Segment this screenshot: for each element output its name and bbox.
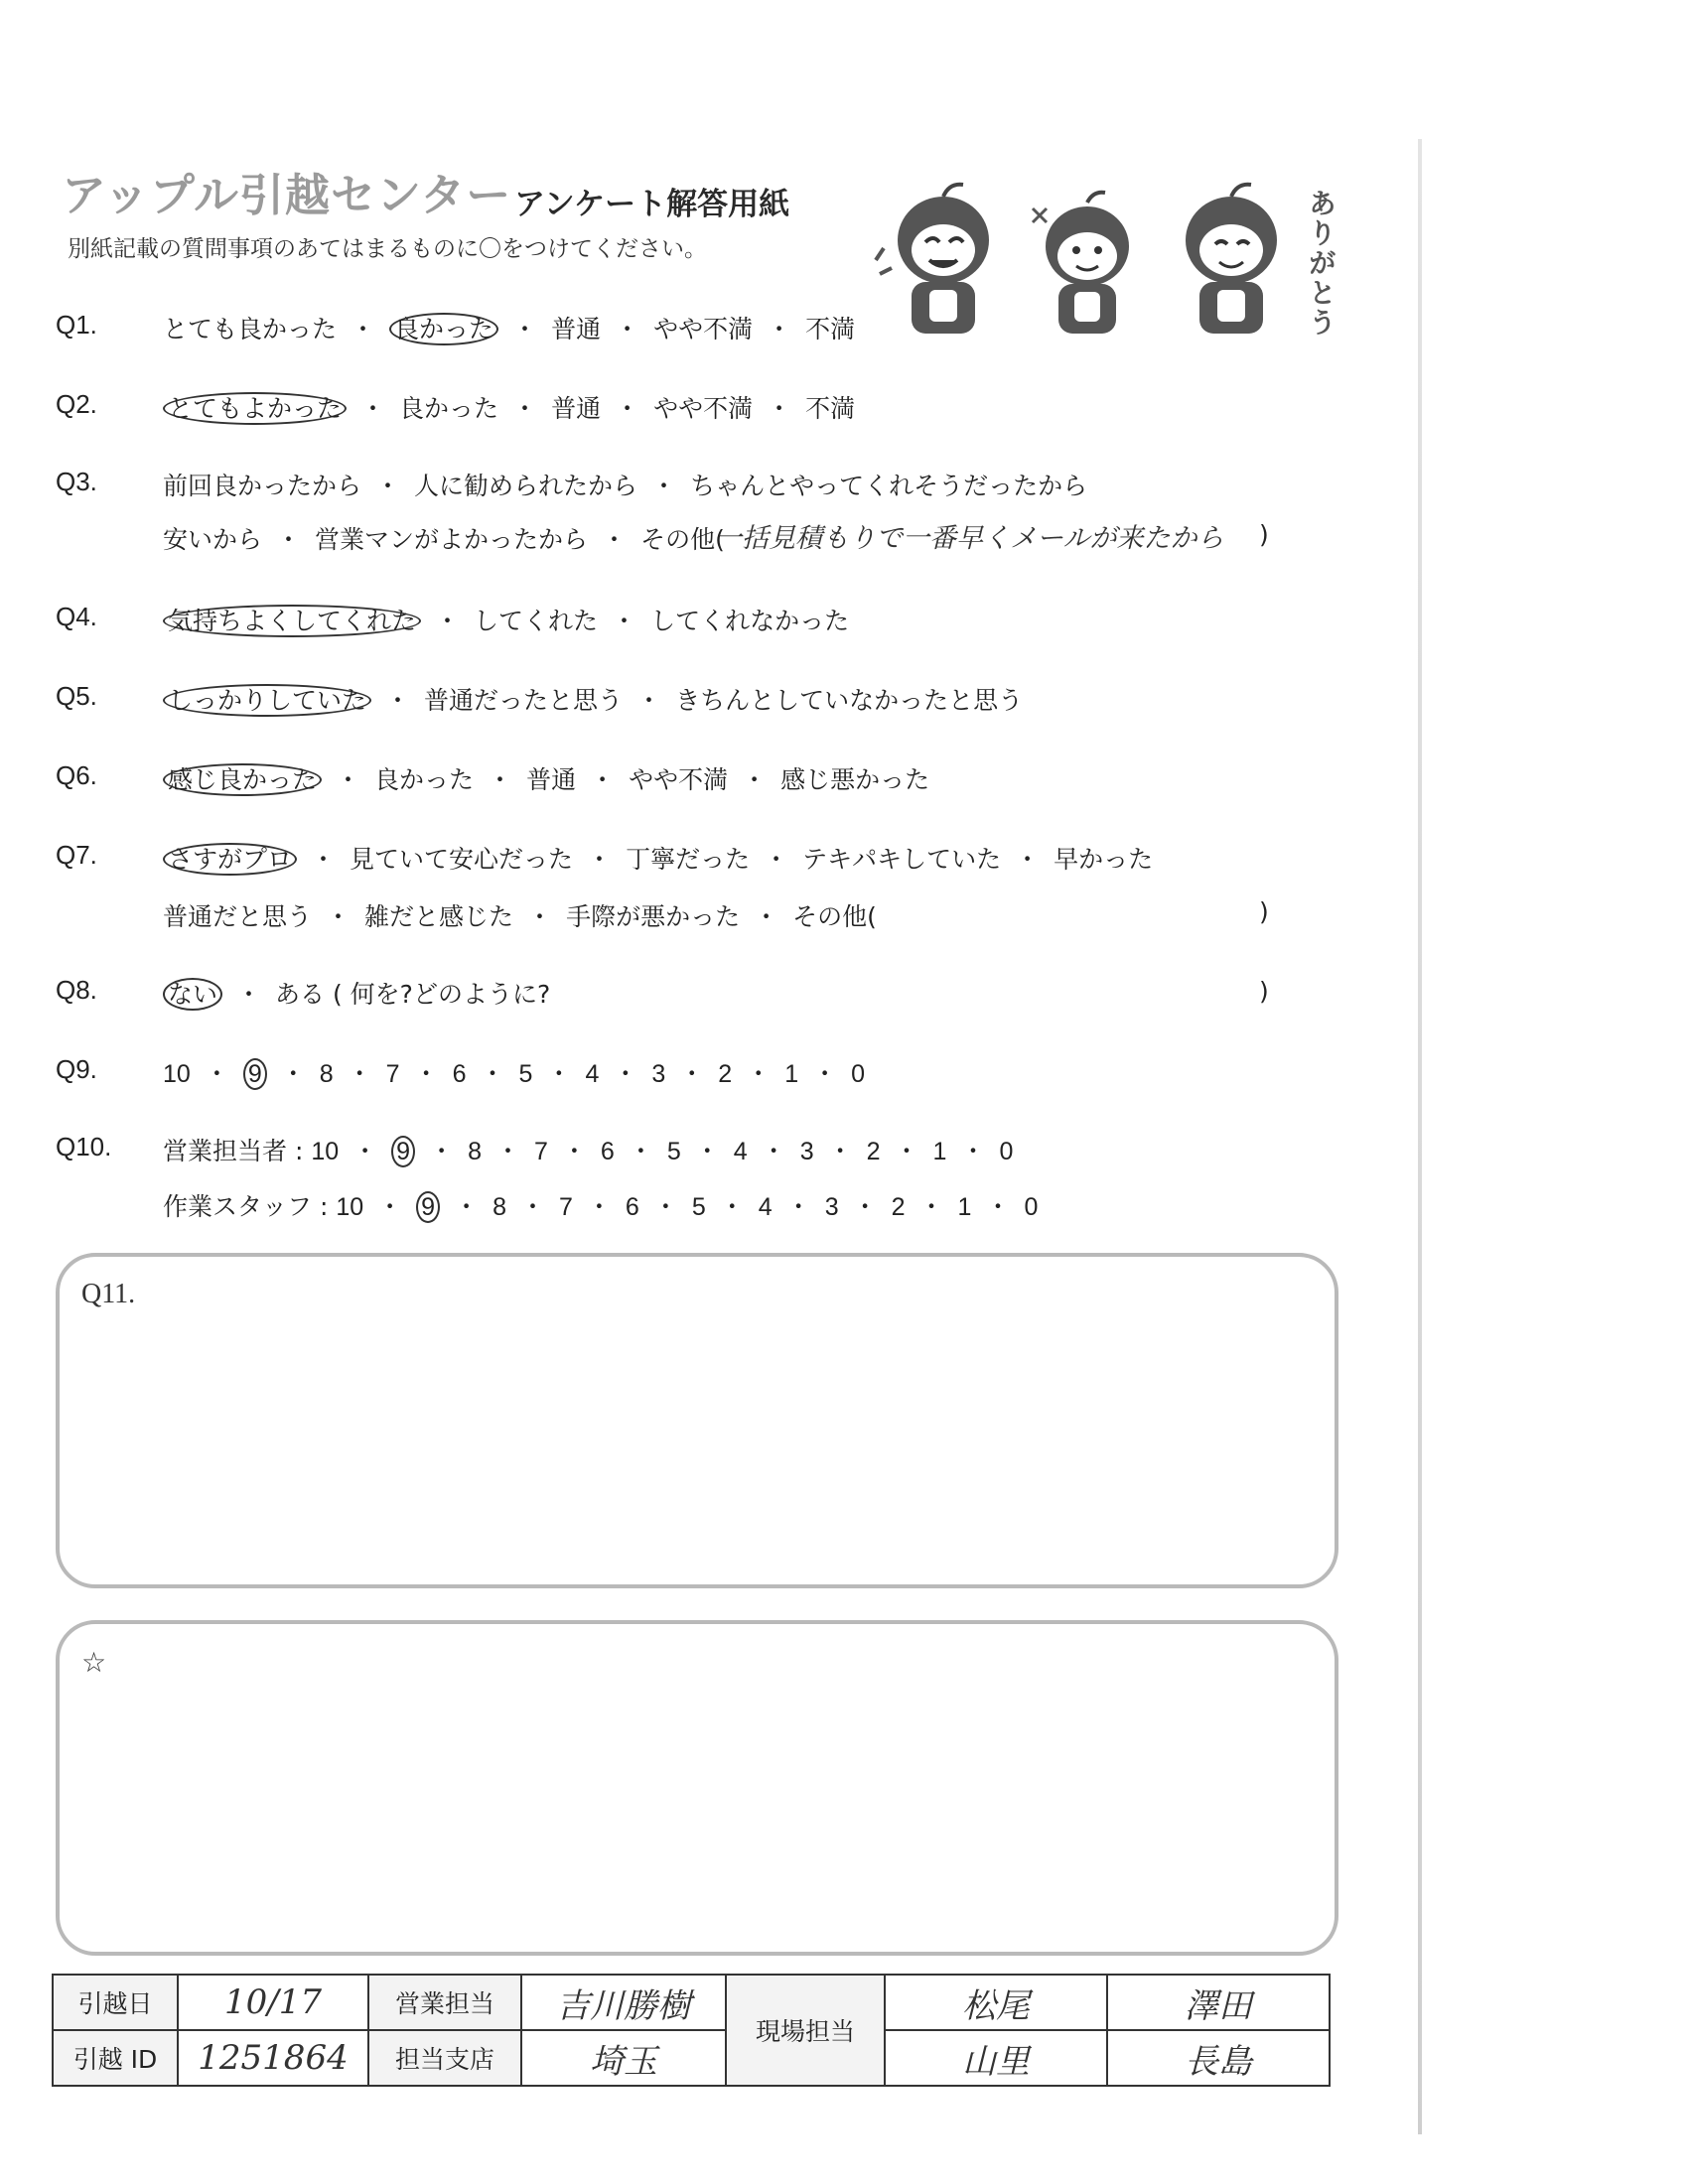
sales-rep-label: 営業担当	[368, 1975, 521, 2030]
branch-value: 埼玉	[521, 2030, 726, 2086]
option-separator: ・	[429, 1137, 455, 1165]
question-label-q10: Q10.	[56, 1132, 112, 1161]
answer-option[interactable]: 4	[733, 1138, 748, 1165]
brand-logo: アップル引越センター	[62, 169, 512, 221]
option-separator: ・	[561, 1137, 587, 1165]
q7-paren-close: )	[1259, 897, 1269, 926]
option-separator: ・	[767, 315, 792, 343]
question-label-q6: Q6.	[56, 760, 97, 790]
answer-option[interactable]: 7	[559, 1193, 573, 1221]
circled-answer[interactable]: 気持ちよくしてくれた	[163, 605, 421, 637]
option-separator: ・	[615, 315, 640, 343]
option-separator: ・	[454, 1192, 480, 1221]
site-staff-1: 松尾	[885, 1975, 1107, 2030]
star-comment-box[interactable]	[56, 1620, 1338, 1956]
question-label-q5: Q5.	[56, 681, 97, 711]
option-separator: ・	[494, 1137, 520, 1165]
option-separator: ・	[586, 1192, 612, 1221]
instructions: 別紙記載の質問事項のあてはまるものに〇をつけてください。	[68, 236, 707, 262]
option-separator: ・	[652, 1192, 678, 1221]
q8-paren-close: )	[1259, 977, 1269, 1006]
answer-option[interactable]: やや不満	[653, 394, 754, 423]
answer-option[interactable]: 2	[891, 1193, 906, 1221]
option-separator: ・	[512, 315, 538, 343]
answer-option[interactable]: 良かった	[374, 765, 475, 794]
answer-option[interactable]: 人に勧められたから	[414, 472, 638, 500]
q10-row-label: 営業担当者 :	[163, 1137, 304, 1165]
answer-option[interactable]: やや不満	[629, 765, 729, 794]
option-separator: ・	[326, 902, 352, 931]
answer-option[interactable]: してくれた	[474, 607, 599, 635]
option-separator: ・	[527, 902, 553, 931]
q9-options-line-1	[163, 1054, 865, 1090]
answer-option[interactable]: 5	[666, 1138, 681, 1165]
option-separator: ・	[960, 1137, 986, 1165]
option-separator: ・	[587, 845, 613, 874]
option-separator: ・	[679, 1059, 705, 1088]
q3-options-line-2	[163, 520, 725, 556]
answer-option[interactable]: 0	[999, 1138, 1014, 1165]
question-label-q1: Q1.	[56, 310, 97, 340]
option-separator: ・	[480, 1059, 505, 1088]
answer-option[interactable]: 前回良かったから	[163, 472, 362, 500]
circled-answer[interactable]: しっかりしていた	[163, 684, 371, 717]
option-separator: ・	[280, 1059, 306, 1088]
q11-label: Q11.	[81, 1279, 136, 1309]
answer-option[interactable]: 10	[336, 1193, 364, 1221]
answer-option[interactable]: 7	[534, 1138, 548, 1165]
answer-option[interactable]: 4	[585, 1060, 600, 1088]
option-separator: ・	[385, 686, 411, 715]
monkey-happy-icon	[1023, 189, 1152, 347]
option-separator: ・	[852, 1192, 878, 1221]
answer-option[interactable]: 普通	[551, 315, 602, 343]
circled-answer[interactable]: 9	[243, 1058, 267, 1090]
answer-option[interactable]: ちゃんとやってくれそうだったから	[690, 472, 1088, 500]
option-separator: ・	[812, 1059, 838, 1088]
answer-option[interactable]: 普通	[551, 394, 602, 423]
option-separator: ・	[519, 1192, 545, 1221]
answer-option[interactable]: 見ていて安心だった	[350, 845, 574, 874]
option-separator: ・	[546, 1059, 572, 1088]
answer-option[interactable]: とても良かった	[163, 315, 338, 343]
answer-option[interactable]: 10	[163, 1060, 191, 1088]
option-separator: ・	[767, 394, 792, 423]
option-separator: ・	[360, 394, 386, 423]
option-separator: ・	[347, 1059, 372, 1088]
option-separator: ・	[785, 1192, 811, 1221]
q1-options-line-1	[163, 310, 855, 345]
answer-option[interactable]: 不満	[805, 394, 856, 423]
move-date-label: 引越日	[53, 1975, 178, 2030]
answer-option[interactable]: 良かった	[399, 394, 499, 423]
option-separator: ・	[1015, 845, 1041, 874]
answer-option[interactable]: ある ( 何を?どのように?	[275, 980, 551, 1009]
staff-info-table	[52, 1974, 1331, 2087]
answer-option[interactable]: 1	[932, 1138, 947, 1165]
option-separator: ・	[602, 525, 628, 554]
option-separator: ・	[311, 845, 337, 874]
answer-option[interactable]: 早かった	[1054, 845, 1154, 874]
mascot-illustration	[874, 179, 1331, 357]
answer-option[interactable]: 雑だと感じた	[364, 902, 514, 931]
circled-answer[interactable]: 感じ良かった	[163, 763, 322, 796]
q6-options-line-1	[163, 760, 929, 796]
answer-option[interactable]: 7	[385, 1060, 400, 1088]
answer-option[interactable]: 0	[851, 1060, 866, 1088]
move-id-label: 引越 ID	[53, 2030, 178, 2086]
q7-options-line-2	[163, 897, 877, 933]
question-label-q9: Q9.	[56, 1054, 97, 1084]
site-staff-3: 山里	[885, 2030, 1107, 2086]
circled-answer[interactable]: とてもよかった	[163, 392, 347, 425]
answer-option[interactable]: 5	[518, 1060, 533, 1088]
answer-option[interactable]: 8	[492, 1193, 506, 1221]
move-date-value: 10/17	[178, 1975, 368, 2030]
answer-option[interactable]: 2	[866, 1138, 881, 1165]
answer-option[interactable]: 3	[824, 1193, 839, 1221]
option-separator: ・	[628, 1137, 653, 1165]
option-separator: ・	[694, 1137, 720, 1165]
thanks-text: ありがとう	[1305, 189, 1337, 338]
q3-paren-close: )	[1259, 520, 1269, 549]
q5-options-line-1	[163, 681, 1023, 717]
answer-option[interactable]: 安いから	[163, 525, 263, 554]
form-title: アンケート解答用紙	[514, 187, 790, 222]
option-separator: ・	[742, 765, 768, 794]
move-id-value: 1251864	[178, 2030, 368, 2086]
answer-option[interactable]: 4	[758, 1193, 773, 1221]
monkey-laughing-icon	[874, 179, 1013, 347]
option-separator: ・	[746, 1059, 772, 1088]
q10-options-line-2	[163, 1187, 1038, 1223]
sales-rep-value: 吉川勝樹	[521, 1975, 726, 2030]
q10-row-label: 作業スタッフ :	[163, 1192, 329, 1221]
answer-option[interactable]: 0	[1024, 1193, 1039, 1221]
q4-options-line-1	[163, 602, 849, 637]
monkey-smiling-icon	[1162, 179, 1301, 347]
option-separator: ・	[236, 980, 262, 1009]
option-separator: ・	[894, 1137, 919, 1165]
answer-option[interactable]: 8	[468, 1138, 482, 1165]
option-separator: ・	[204, 1059, 229, 1088]
answer-option[interactable]: 営業マンがよかったから	[315, 525, 589, 554]
answer-option[interactable]: 10	[311, 1138, 340, 1165]
option-separator: ・	[918, 1192, 944, 1221]
answer-option[interactable]: 丁寧だった	[626, 845, 751, 874]
option-separator: ・	[761, 1137, 786, 1165]
q10-options-line-1	[163, 1132, 1013, 1167]
option-separator: ・	[827, 1137, 853, 1165]
circled-answer[interactable]: 良かった	[389, 313, 498, 345]
option-separator: ・	[377, 1192, 403, 1221]
answer-option[interactable]: 手際が悪かった	[566, 902, 741, 931]
answer-option[interactable]: してくれなかった	[650, 607, 850, 635]
answer-option[interactable]: 1	[784, 1060, 799, 1088]
q2-options-line-1	[163, 389, 855, 425]
branch-label: 担当支店	[368, 2030, 521, 2086]
answer-option[interactable]: 普通だったと思う	[424, 686, 624, 715]
answer-option[interactable]: きちんとしていなかったと思う	[675, 686, 1024, 715]
answer-option[interactable]: その他(	[640, 525, 725, 554]
q8-options-line-1	[163, 975, 550, 1011]
option-separator: ・	[636, 686, 662, 715]
option-separator: ・	[612, 607, 637, 635]
answer-option[interactable]: 6	[625, 1193, 639, 1221]
question-label-q7: Q7.	[56, 840, 97, 870]
answer-option[interactable]: テキパキしていた	[802, 845, 1002, 874]
option-separator: ・	[754, 902, 779, 931]
circled-answer[interactable]: 9	[391, 1136, 415, 1167]
star-label: ☆	[81, 1648, 107, 1679]
q3-other-handwritten: 一括見積もりで一番早くメールが来たから	[715, 523, 1224, 554]
q7-options-line-1	[163, 840, 1153, 876]
option-separator: ・	[336, 765, 361, 794]
answer-option[interactable]: 8	[319, 1060, 334, 1088]
option-separator: ・	[613, 1059, 638, 1088]
option-separator: ・	[435, 607, 461, 635]
option-separator: ・	[488, 765, 513, 794]
option-separator: ・	[512, 394, 538, 423]
question-label-q2: Q2.	[56, 389, 97, 419]
answer-option[interactable]: 不満	[805, 315, 856, 343]
q11-comment-box[interactable]	[56, 1253, 1338, 1588]
question-label-q4: Q4.	[56, 602, 97, 631]
answer-option[interactable]: 6	[452, 1060, 467, 1088]
answer-option[interactable]: 3	[651, 1060, 666, 1088]
answer-option[interactable]: 普通	[526, 765, 577, 794]
answer-option[interactable]: 2	[718, 1060, 733, 1088]
site-staff-label: 現場担当	[726, 1975, 885, 2086]
option-separator: ・	[413, 1059, 439, 1088]
circled-answer[interactable]: 9	[416, 1191, 440, 1223]
q3-options-line-1	[163, 467, 1087, 502]
option-separator: ・	[651, 472, 677, 500]
question-label-q3: Q3.	[56, 467, 97, 496]
answer-option[interactable]: 普通だと思う	[163, 902, 313, 931]
option-separator: ・	[719, 1192, 745, 1221]
option-separator: ・	[351, 315, 376, 343]
answer-option[interactable]: 1	[957, 1193, 972, 1221]
option-separator: ・	[764, 845, 789, 874]
answer-option[interactable]: 3	[799, 1138, 814, 1165]
question-label-q8: Q8.	[56, 975, 97, 1005]
answer-option[interactable]: 6	[600, 1138, 615, 1165]
answer-option[interactable]: やや不満	[653, 315, 754, 343]
answer-option[interactable]: 感じ悪かった	[780, 765, 930, 794]
site-staff-4: 長島	[1107, 2030, 1330, 2086]
answer-option[interactable]: 5	[691, 1193, 706, 1221]
page-edge-shadow	[1418, 139, 1422, 2134]
option-separator: ・	[590, 765, 616, 794]
site-staff-2: 澤田	[1107, 1975, 1330, 2030]
option-separator: ・	[352, 1137, 378, 1165]
option-separator: ・	[276, 525, 302, 554]
circled-answer[interactable]: ない	[163, 978, 222, 1011]
option-separator: ・	[985, 1192, 1011, 1221]
option-separator: ・	[375, 472, 401, 500]
circled-answer[interactable]: さすがプロ	[163, 843, 297, 876]
answer-option[interactable]: その他(	[792, 902, 877, 931]
option-separator: ・	[615, 394, 640, 423]
